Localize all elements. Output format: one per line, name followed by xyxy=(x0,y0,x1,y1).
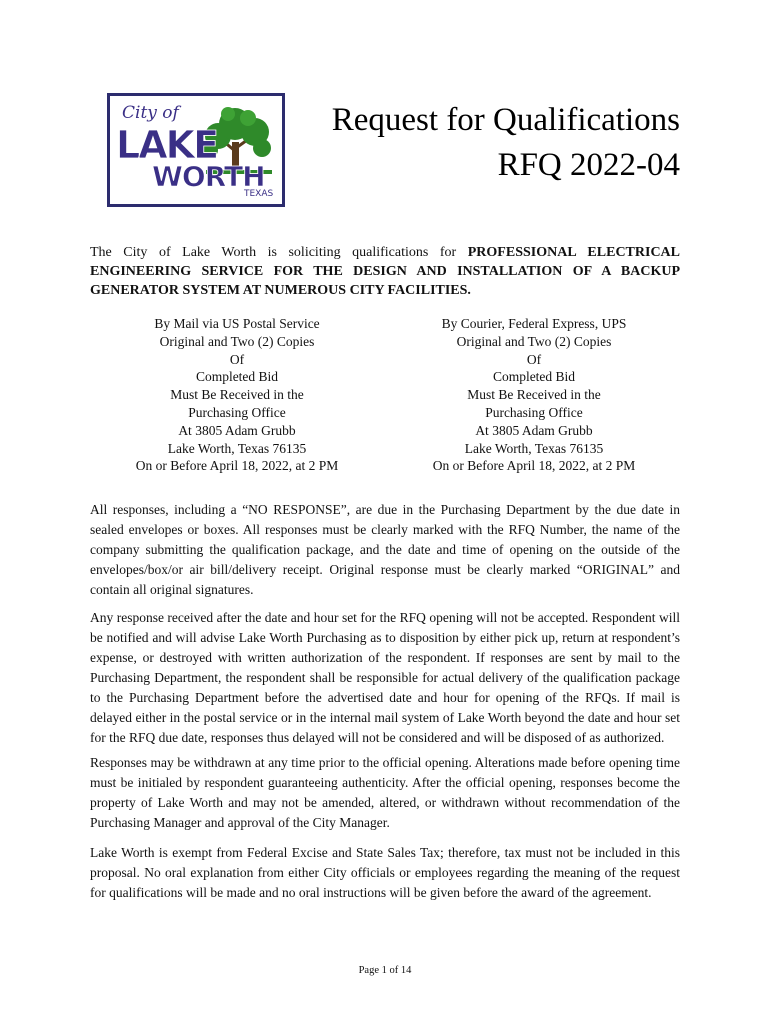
tax-exempt-paragraph: Lake Worth is exempt from Federal Excise and State Sales Tax; therefore, tax must not be included in this proposal. No oral explanation from either City officials or employees regarding the meaning of the request for qualifications will be made and no oral instructions will be given before the award of the agreement. xyxy=(90,845,680,900)
withdrawal-paragraph: Responses may be withdrawn at any time prior to the official opening. Alterations made before opening time must be initialed by respondent guaranteeing authenticity. After the official opening, responses become the property of Lake Worth and may not be amended, altered, or withdrawn without recommendation of the Purchasing Manager and approval of the City Manager. xyxy=(90,755,680,830)
logo-script-text: City of xyxy=(122,103,179,123)
logo-word-worth: WORTH xyxy=(152,160,265,193)
mail-line: Purchasing Office xyxy=(188,404,286,420)
intro-paragraph xyxy=(90,243,680,300)
delivery-by-mail-block xyxy=(117,315,357,475)
logo-graphic xyxy=(110,96,282,204)
mail-line: By Mail via US Postal Service xyxy=(154,316,320,331)
courier-line: Must Be Received in the xyxy=(467,387,601,403)
courier-line: Of xyxy=(526,351,542,367)
courier-line: By Courier, Federal Express, UPS xyxy=(441,316,627,331)
logo-word-lake: LAKE xyxy=(116,123,218,167)
title-line-rfq-number: RFQ 2022-04 xyxy=(497,147,680,183)
courier-line: Purchasing Office xyxy=(485,404,583,420)
mail-line: At 3805 Adam Grubb xyxy=(178,422,296,438)
page-number: Page 1 of 14 xyxy=(358,965,412,976)
mail-line: Completed Bid xyxy=(195,369,279,385)
courier-line: Lake Worth, Texas 76135 xyxy=(464,440,604,456)
logo-state-text: TEXAS xyxy=(244,189,274,199)
mail-line: Must Be Received in the xyxy=(170,387,304,403)
title-line-request: Request for Qualifications xyxy=(331,102,680,138)
late-response-paragraph: Any response received after the date and hour set for the RFQ opening will not be accepted. Respondent will be notified and will advise Lake Worth Purchasing as to disposition by either pick up, return at respondent’s expense, or destroyed with written authorization of the respondent. If responses are sent by mail to the Purchasing Department, the respondent shall be responsible for actual delivery of the qualification package to the Purchasing Department before the advertised date and hour for opening of the RFQs. If mail is delayed either in the postal service or in the internal mail system of Lake Worth beyond the date and hour set for the RFQ due date, responses thus delayed will not be considered and will be disposed of as authorized. xyxy=(90,610,680,745)
delivery-by-courier-block xyxy=(414,315,654,475)
courier-line: At 3805 Adam Grubb xyxy=(475,422,593,438)
document-title xyxy=(332,98,680,188)
courier-line: Completed Bid xyxy=(492,369,576,385)
mail-line: On or Before April 18, 2022, at 2 PM xyxy=(135,458,339,474)
city-of-lake-worth-logo xyxy=(107,93,285,207)
mail-line: Original and Two (2) Copies xyxy=(159,333,315,349)
courier-line: On or Before April 18, 2022, at 2 PM xyxy=(432,458,636,474)
responses-due-paragraph: All responses, including a “NO RESPONSE”, are due in the Purchasing Department by the due date in sealed envelopes or boxes. All responses must be clearly marked with the RFQ Number, the name of the company submitting the qualification package, and the date and time of opening on the outside of the envelopes/box/or air bill/delivery receipt. Original response must be clearly marked “ORIGINAL” and contain all original signatures. xyxy=(90,502,680,597)
mail-line: Of xyxy=(229,351,245,367)
intro-project-title: PROFESSIONAL ELECTRICAL ENGINEERING SERVICE FOR THE DESIGN AND INSTALLATION OF A BACKUP GENERATOR SYSTEM AT NUMEROUS CITY FACILITIES. xyxy=(90,245,681,298)
courier-line: Original and Two (2) Copies xyxy=(456,333,612,349)
intro-lead-text: The City of Lake Worth is soliciting qualifications for xyxy=(90,245,468,260)
mail-line: Lake Worth, Texas 76135 xyxy=(167,440,307,456)
